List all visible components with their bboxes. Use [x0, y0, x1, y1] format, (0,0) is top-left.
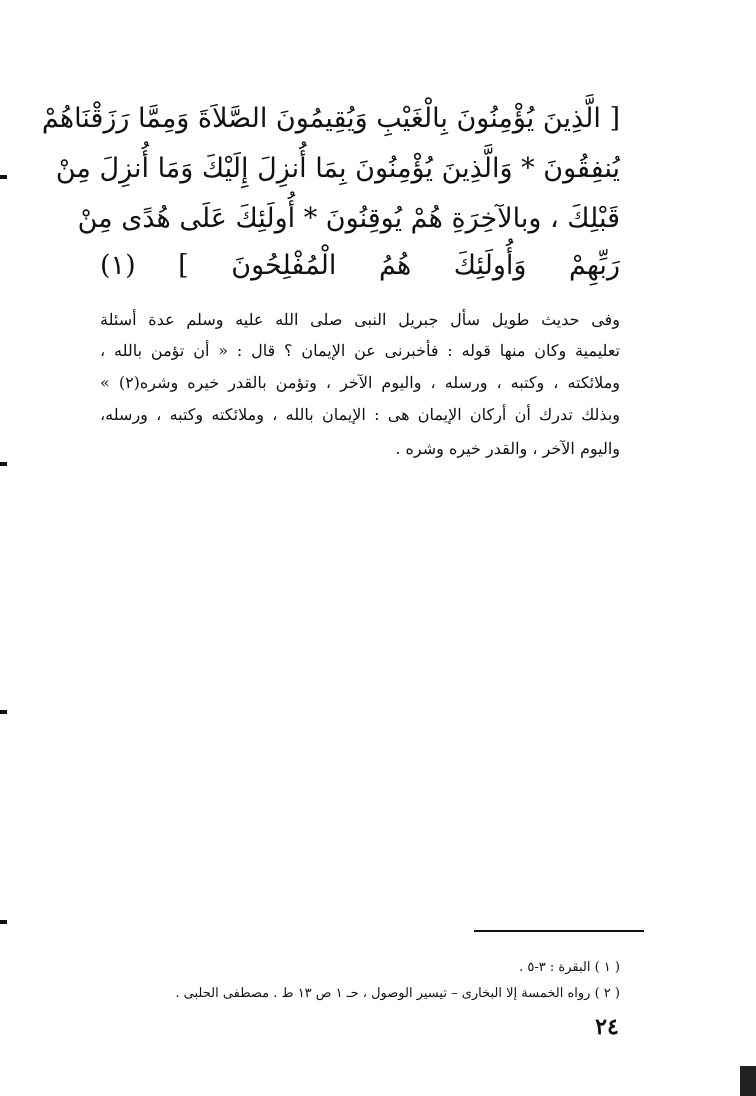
- edge-mark: [0, 462, 7, 466]
- paragraph-line: واليوم الآخر ، والقدر خيره وشره .: [395, 439, 620, 458]
- page-number: ٢٤: [595, 1014, 619, 1040]
- verse-line: قَبْلِكَ ، وبالآخِرَةِ هُمْ يُوقِنُونَ * أُولَئِكَ عَلَى هُدًى مِنْ: [77, 203, 620, 234]
- edge-mark: [0, 920, 7, 924]
- verse-line: يُنفِقُونَ * وَالَّذِينَ يُؤْمِنُونَ بِمَا أُنزِلَ إِلَيْكَ وَمَا أُنزِلَ مِنْ: [55, 153, 620, 184]
- paragraph-line: تعليمية وكان منها قوله : فأخبرنى عن الإيمان ؟ قال : « أن تؤمن بالله ،: [100, 341, 620, 360]
- footnote-item: ( ٢ ) رواه الخمسة إلا البخارى – تيسير الوصول ، حـ ١ ص ١٣ ط . مصطفى الحلبى .: [175, 986, 620, 1001]
- edge-mark: [0, 175, 7, 179]
- footnote-separator: [474, 930, 644, 932]
- paragraph-line: وفى حديث طويل سأل جبريل النبى صلى الله عليه وسلم عدة أسئلة: [100, 310, 620, 329]
- page-corner-shadow: [740, 1066, 756, 1096]
- verse-line: [ الَّذِينَ يُؤْمِنُونَ بِالْغَيْبِ وَيُقِيمُونَ الصَّلاَةَ وَمِمَّا رَزَقْنَاهُمْ: [41, 103, 620, 134]
- edge-mark: [0, 710, 7, 714]
- verse-line: رَبِّهِمْ وَأُولَئِكَ هُمُ الْمُفْلِحُونَ ] (١): [100, 250, 620, 281]
- paragraph-line: وملائكته ، وكتبه ، ورسله ، واليوم الآخر ، وتؤمن بالقدر خيره وشره(٢) »: [100, 373, 620, 392]
- paragraph-line: وبذلك تدرك أن أركان الإيمان هى : الإيمان بالله ، وملائكته وكتبه ، ورسله،: [100, 405, 621, 424]
- footnote-item: ( ١ ) البقرة : ٣-٥ .: [519, 960, 620, 975]
